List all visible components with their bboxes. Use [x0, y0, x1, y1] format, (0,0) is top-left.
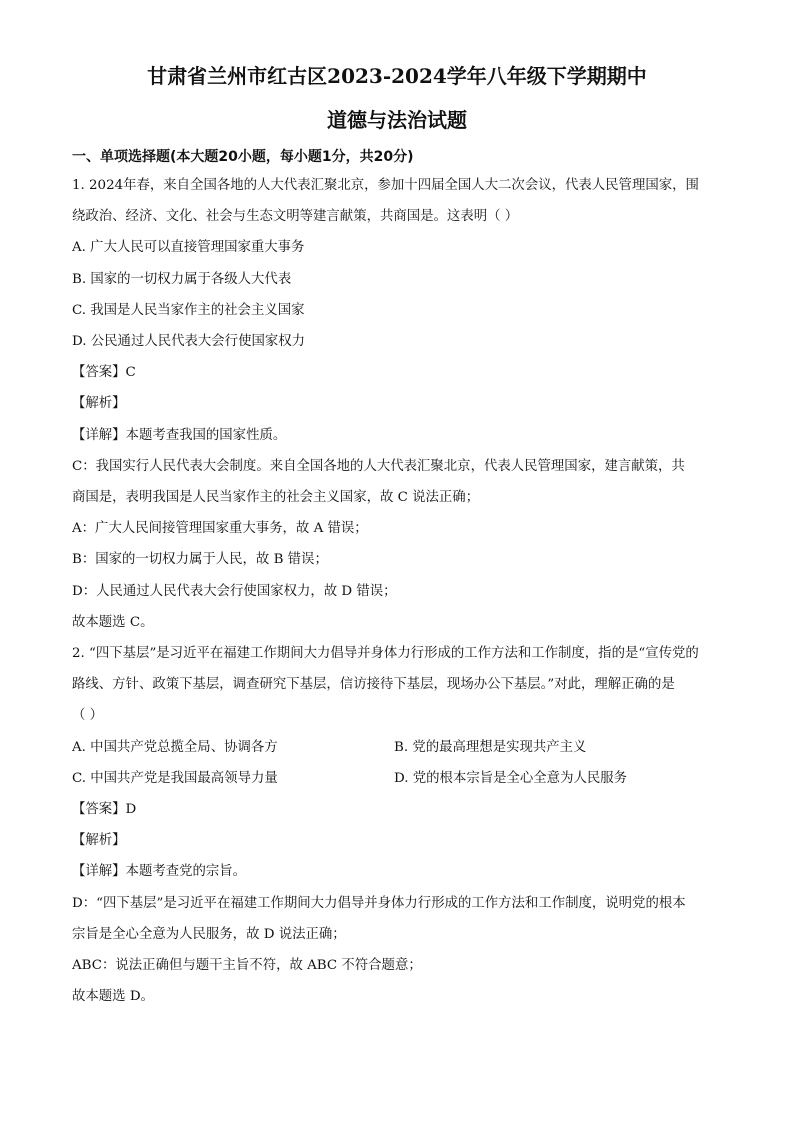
q2-detail: 【详解】本题考查党的宗旨。 [72, 864, 247, 880]
q2-stem-line: 路线、方针、政策下基层，调查研究下基层，信访接待下基层，现场办公下基层。”对此，理解正确的是 [72, 677, 675, 693]
q1-analysis-label: 【解析】 [72, 396, 126, 412]
q1-explain-line: B：国家的一切权力属于人民，故 B 错误； [72, 552, 328, 568]
q2-explain-line: ABC：说法正确但与题干主旨不符，故 ABC 不符合题意； [72, 958, 422, 974]
section-heading: 一、单项选择题(本大题20小题，每小题1分，共20分) [72, 149, 414, 165]
q1-option-a: A. 广大人民可以直接管理国家重大事务 [72, 240, 305, 256]
q2-analysis-label: 【解析】 [72, 833, 126, 849]
q2-option-b: B. 党的最高理想是实现共产主义 [394, 739, 587, 755]
q2-option-d: D. 党的根本宗旨是全心全意为人民服务 [394, 770, 628, 786]
page-title: 甘肃省兰州市红古区2023-2024学年八年级下学期期中 [147, 64, 647, 88]
q1-option-b: B. 国家的一切权力属于各级人大代表 [72, 271, 292, 287]
q1-explain-line: 故本题选 C。 [72, 614, 154, 630]
q2-option-a: A. 中国共产党总揽全局、协调各方 [72, 739, 278, 755]
question-1 [72, 170, 722, 638]
q2-explain-line: 宗旨是全心全意为人民服务，故 D 说法正确； [72, 926, 346, 942]
q2-answer: 【答案】D [72, 802, 137, 818]
q2-explain-line: 故本题选 D。 [72, 989, 154, 1005]
q1-explain-line: 商国是，表明我国是人民当家作主的社会主义国家，故 C 说法正确； [72, 490, 480, 506]
q2-stem-line: （ ） [72, 708, 104, 724]
q2-option-row [72, 732, 722, 763]
q1-explain-line: C：我国实行人民代表大会制度。来自全国各地的人大代表汇聚北京，代表人民管理国家，建言献策，共 [72, 458, 685, 474]
q1-answer: 【答案】C [72, 365, 136, 381]
q1-stem-line: 1. 2024年春，来自全国各地的人大代表汇聚北京，参加十四届全国人大二次会议，代表人民管理国家，围 [72, 178, 699, 193]
q1-detail: 【详解】本题考查我国的国家性质。 [72, 427, 287, 443]
question-2 [72, 638, 722, 1012]
q2-option-c: C. 中国共产党是我国最高领导力量 [72, 770, 278, 786]
page-subtitle: 道德与法治试题 [327, 108, 467, 132]
q1-option-d: D. 公民通过人民代表大会行使国家权力 [72, 334, 306, 350]
q2-stem-line: 2. “四下基层”是习近平在福建工作期间大力倡导并身体力行形成的工作方法和工作制度，指的是“宣传党的 [72, 646, 699, 662]
q1-explain-line: D：人民通过人民代表大会行使国家权力，故 D 错误； [72, 583, 397, 599]
q2-option-row [72, 763, 722, 794]
q1-stem-line: 绕政治、经济、文化、社会与生态文明等建言献策，共商国是。这表明（ ） [72, 209, 519, 225]
q2-explain-line: D：“四下基层”是习近平在福建工作期间大力倡导并身体力行形成的工作方法和工作制度，说明党的根本 [72, 895, 686, 911]
q1-explain-line: A：广大人民间接管理国家重大事务，故 A 错误； [72, 521, 368, 537]
q1-option-c: C. 我国是人民当家作主的社会主义国家 [72, 302, 305, 318]
